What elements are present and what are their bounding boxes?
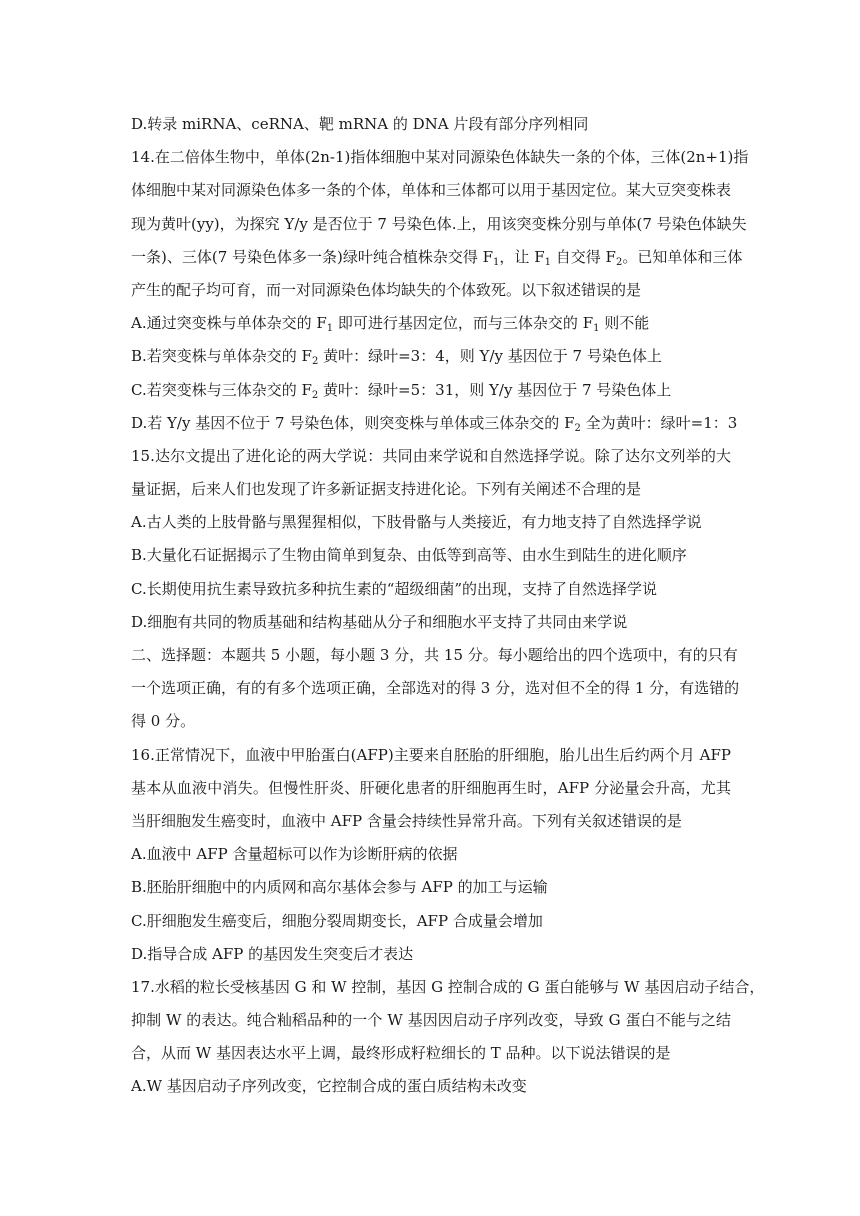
text-span: 黄叶：绿叶=5：31，则 Y/y 基因位于 7 号染色体上 bbox=[318, 380, 672, 399]
text-line: D.指导合成 AFP 的基因发生突变后才表达 bbox=[131, 944, 414, 963]
text-line: A.古人类的上肢骨骼与黑猩猩相似，下肢骨骼与人类接近，有力地支持了自然选择学说 bbox=[131, 513, 702, 532]
text-line: D.细胞有共同的物质基础和结构基础从分子和细胞水平支持了共同由来学说 bbox=[131, 612, 628, 631]
text-span: 黄叶：绿叶=3：4，则 Y/y 基因位于 7 号染色体上 bbox=[318, 347, 662, 366]
text-span: B.若突变株与单体杂交的 F bbox=[131, 347, 312, 366]
text-line: D.转录 miRNA、ceRNA、靶 mRNA 的 DNA 片段有部分序列相同 bbox=[131, 115, 589, 133]
text-span: 则不能 bbox=[599, 314, 650, 333]
text-line: 现为黄叶(yy)，为探究 Y/y 是否位于 7 号染色体.上，用该突变株分别与单体(7 号染色体缺失 bbox=[131, 214, 747, 233]
subscript: 2 bbox=[615, 256, 623, 268]
text-line: 14.在二倍体生物中，单体(2n-1)指体细胞中某对同源染色体缺失一条的个体，三体(2n+1)指 bbox=[131, 148, 749, 167]
subscript: 1 bbox=[593, 323, 600, 335]
subscript: 1 bbox=[544, 256, 551, 268]
text-span: A.通过突变株与单体杂交的 F bbox=[131, 314, 327, 333]
text-span: 全为黄叶：绿叶=1：3 bbox=[580, 413, 738, 432]
text-line: B.大量化石证据揭示了生物由简单到复杂、由低等到高等、由水生到陆生的进化顺序 bbox=[131, 546, 687, 565]
subscript: 2 bbox=[574, 422, 581, 434]
text-line bbox=[131, 241, 743, 274]
text-line: 17.水稻的粒长受核基因 G 和 W 控制，基因 G 控制合成的 G 蛋白能够与 W 基因启动子结合， bbox=[131, 977, 765, 996]
text-line bbox=[131, 307, 731, 340]
text-line: 二、选择题：本题共 5 小题，每小题 3 分，共 15 分。每小题给出的四个选项中，有的只有 bbox=[131, 646, 738, 664]
text-line: 15.达尔文提出了进化论的两大学说：共同由来学说和自然选择学说。除了达尔文列举的大 bbox=[131, 446, 731, 465]
subscript: 1 bbox=[493, 256, 500, 268]
subscript: 2 bbox=[311, 389, 319, 401]
text-span: 一条)、三体(7 号染色体多一条)绿叶纯合植株杂交得 F bbox=[131, 247, 494, 266]
text-line bbox=[131, 340, 731, 373]
text-line bbox=[131, 407, 738, 440]
text-line: 基本从血液中消失。但慢性肝炎、肝硬化患者的肝细胞再生时，AFP 分泌量会升高，尤其 bbox=[131, 778, 731, 797]
text-line: 一个选项正确，有的有多个选项正确，全部选对的得 3 分，选对但不全的得 1 分，有选错的 bbox=[131, 679, 740, 698]
text-line: 合，从而 W 基因表达水平上调，最终形成籽粒细长的 T 品种。以下说法错误的是 bbox=[131, 1044, 671, 1063]
text-line: 得 0 分。 bbox=[131, 712, 196, 731]
text-line: 产生的配子均可育，而一对同源染色体均缺失的个体致死。以下叙述错误的是 bbox=[131, 280, 642, 299]
text-span: D.若 Y/y 基因不位于 7 号染色体，则突变株与单体或三体杂交的 F bbox=[131, 413, 575, 432]
text-line bbox=[131, 374, 731, 407]
text-span: 。已知单体和三体 bbox=[622, 247, 743, 266]
text-line: A.W 基因启动子序列改变，它控制合成的蛋白质结构未改变 bbox=[131, 1077, 527, 1096]
text-line: C.长期使用抗生素导致抗多种抗生素的“超级细菌”的出现，支持了自然选择学说 bbox=[131, 579, 658, 598]
text-line: 量证据，后来人们也发现了许多新证据支持进化论。下列有关阐述不合理的是 bbox=[131, 480, 642, 499]
text-span: 自交得 F bbox=[550, 247, 616, 266]
text-line: C.肝细胞发生癌变后，细胞分裂周期变长，AFP 合成量会增加 bbox=[131, 911, 543, 930]
text-line: A.血液中 AFP 含量超标可以作为诊断肝病的依据 bbox=[131, 845, 458, 864]
text-span: 即可进行基因定位，而与三体杂交的 F bbox=[333, 314, 594, 333]
text-span: C.若突变株与三体杂交的 F bbox=[131, 380, 312, 399]
text-span: ，让 F bbox=[499, 247, 545, 266]
text-line: 当肝细胞发生癌变时，血液中 AFP 含量会持续性异常升高。下列有关叙述错误的是 bbox=[131, 811, 682, 830]
subscript: 1 bbox=[326, 323, 334, 335]
text-line: B.胚胎肝细胞中的内质网和高尔基体会参与 AFP 的加工与运输 bbox=[131, 878, 548, 897]
document-page bbox=[131, 108, 765, 1104]
text-line: 抑制 W 的表达。纯合籼稻品种的一个 W 基因因启动子序列改变，导致 G 蛋白不能与之结 bbox=[131, 1011, 731, 1030]
subscript: 2 bbox=[311, 356, 319, 368]
text-line: 体细胞中某对同源染色体多一条的个体，单体和三体都可以用于基因定位。某大豆突变株表 bbox=[131, 181, 732, 200]
text-line: 16.正常情况下，血液中甲胎蛋白(AFP)主要来自胚胎的肝细胞，胎儿出生后约两个月 AFP bbox=[131, 745, 731, 764]
